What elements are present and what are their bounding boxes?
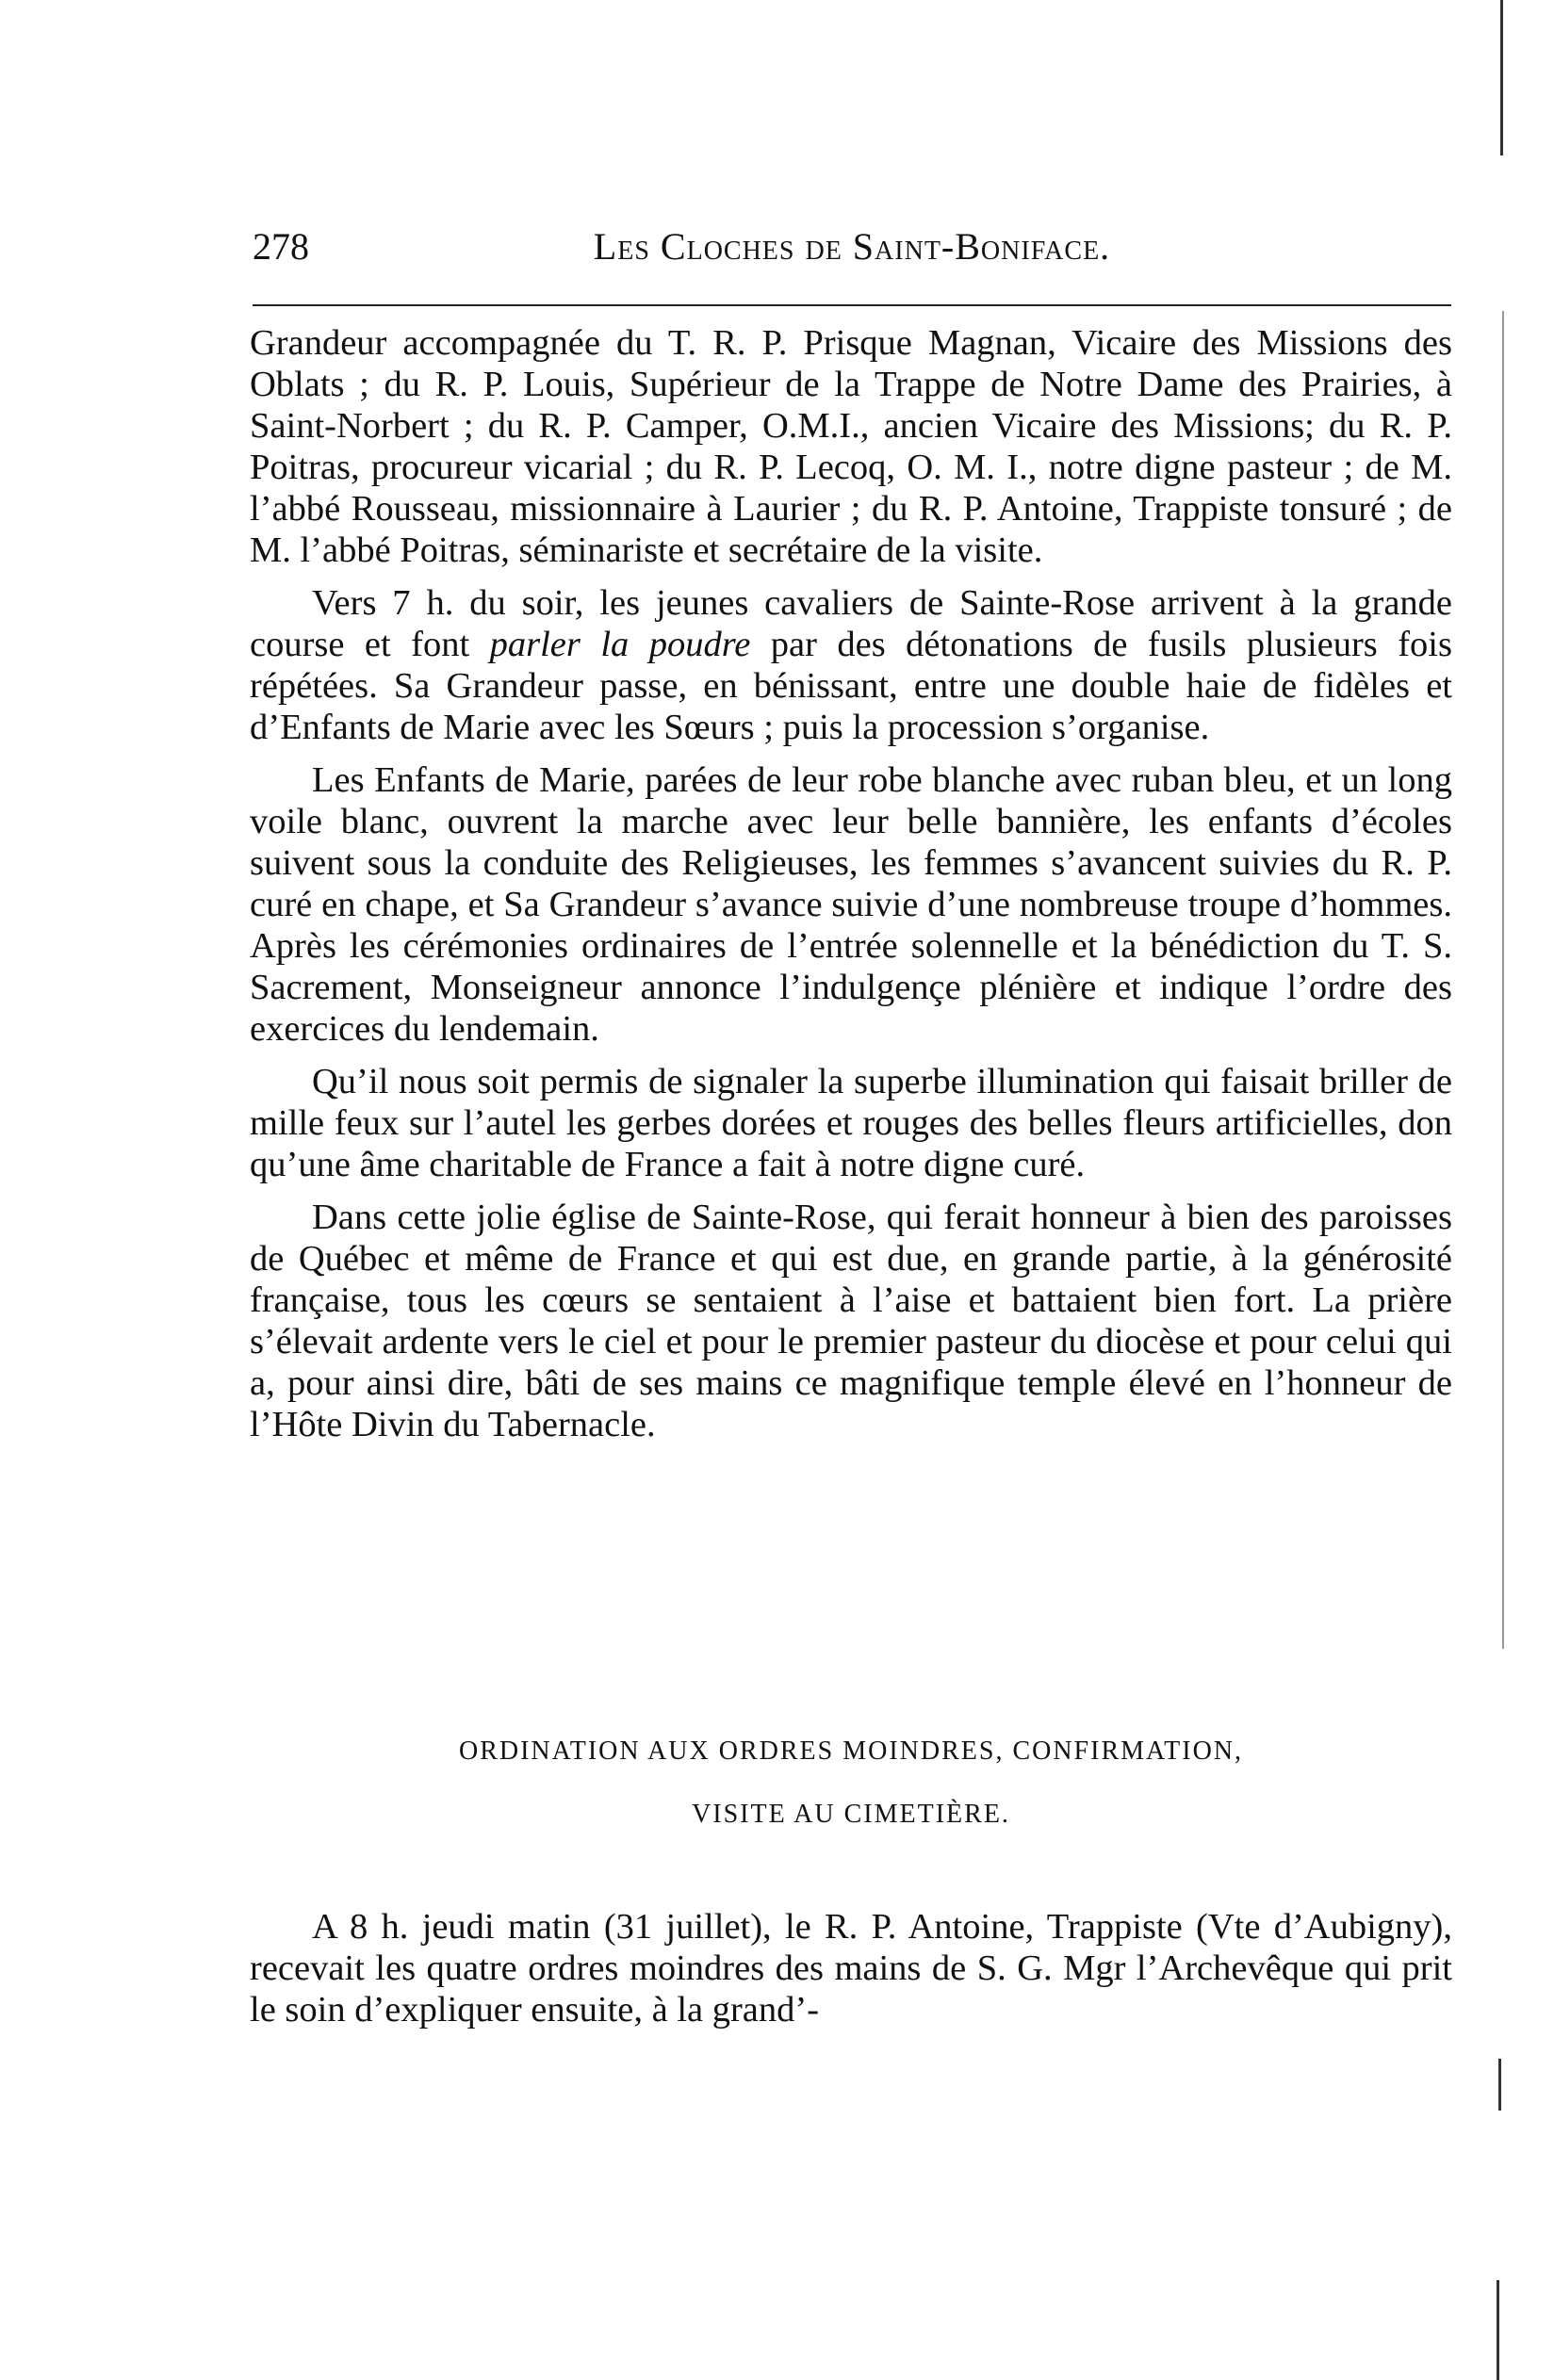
section-heading-line-1: ORDINATION AUX ORDRES MOINDRES, CONFIRMATION, bbox=[458, 1736, 1244, 1766]
scan-edge-mark-lower bbox=[1498, 2059, 1501, 2111]
paragraph-2-before: Vers 7 h. du soir, les jeunes cavaliers de Sainte-Rose arrivent à la grande course et font bbox=[250, 583, 1452, 664]
paragraph-5: Dans cette jolie église de Sainte-Rose, qui ferait honneur à bien des paroisses de Québec et même de France et qui est due, en grande partie, à la générosité française, tous les cœurs se sentaient à l’aise et battaient bien fort. La prière s’élevait ardente vers le ciel et pour le premier pasteur du diocèse et pour celui qui a, pour ainsi dire, bâti de ses mains ce magnifique temple élevé en l’honneur de l’Hôte Divin du Tabernacle. bbox=[250, 1198, 1452, 1444]
running-title: Les Cloches de Saint-Boniface. bbox=[593, 225, 1111, 268]
paragraph-4: Qu’il nous soit permis de signaler la superbe illumination qui faisait briller de mille feux sur l’autel les gerbes dorées et rouges des belles fleurs artificielles, don qu’une âme charitable de France a fait à notre digne curé. bbox=[250, 1062, 1452, 1184]
paragraph-1: Grandeur accompagnée du T. R. P. Prisque Magnan, Vicaire des Missions des Oblats ; du R. P. Louis, Supérieur de la Trappe de Notre Dame des Prairies, à Saint-Norbert ; du R. P. Camper, O.M.I., ancien Vicaire des Missions; du R. P. Poitras, procureur vicarial ; du R. P. Lecoq, O. M. I., notre digne pasteur ; de M. l’abbé Rousseau, missionnaire à Laurier ; du R. P. Antoine, Trappiste tonsuré ; de M. l’abbé Poitras, séminariste et secrétaire de la visite. bbox=[250, 323, 1452, 570]
scan-edge-mark-top bbox=[1500, 0, 1503, 155]
section-paragraph: A 8 h. jeudi matin (31 juillet), le R. P. Antoine, Trappiste (Vte d’Aubigny), recevait les quatre ordres moindres des mains de S. G. Mgr l’Archevêque qui prit le soin d’expliquer ensuite, à la grand’- bbox=[250, 1907, 1452, 2030]
header-rule bbox=[253, 304, 1451, 306]
paragraph-2-after: par des détonations de fusils plusieurs fois répétées. Sa Grandeur passe, en bénissant, entre une double haie de fidèles et d’Enfants de Marie avec les Sœurs ; puis la procession s’organise. bbox=[250, 625, 1452, 747]
scan-edge-mark-middle bbox=[1502, 311, 1504, 1649]
paragraph-2 bbox=[250, 582, 1452, 748]
main-text bbox=[250, 322, 1452, 1445]
section-text bbox=[250, 1906, 1452, 2030]
scan-edge-mark-bottom bbox=[1497, 2280, 1499, 2380]
paragraph-2-italic: parler la poudre bbox=[489, 625, 751, 664]
page-number: 278 bbox=[253, 225, 309, 268]
page-header bbox=[253, 219, 1451, 275]
section-heading-line-2: VISITE AU CIMETIÈRE. bbox=[692, 1800, 1010, 1829]
paragraph-3: Les Enfants de Marie, parées de leur robe blanche avec ruban bleu, et un long voile blanc, ouvrent la marche avec leur belle bannière, les enfants d’écoles suivent sous la conduite des Religieuses, les femmes s’avancent suivies du R. P. curé en chape, et Sa Grandeur s’avance suivie d’une nombreuse troupe d’hommes. Après les cérémonies ordinaires de l’entrée solennelle et la bénédiction du T. S. Sacrement, Monseigneur annonce l’indulgençe plénière et indique l’ordre des exercices du lendemain. bbox=[250, 760, 1452, 1049]
